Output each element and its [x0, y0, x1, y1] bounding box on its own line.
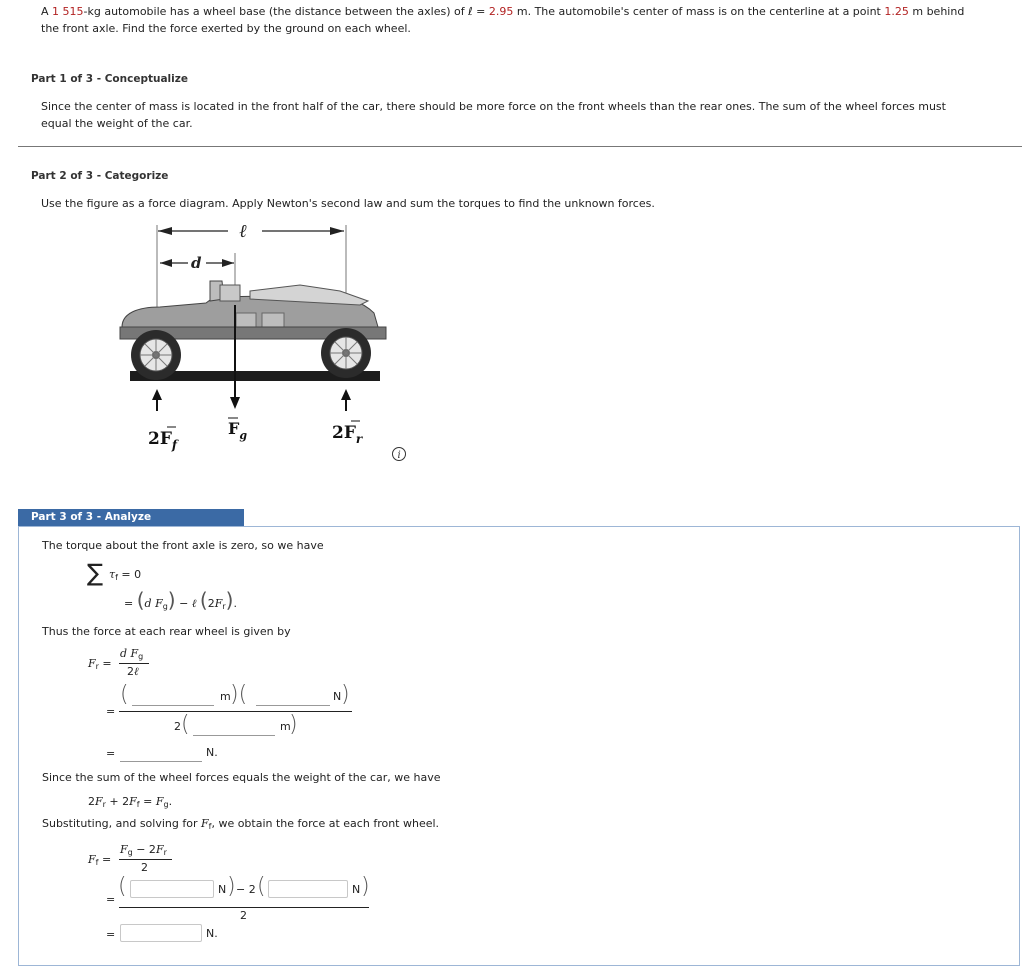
- part2-text: Use the figure as a force diagram. Apply Newton's second law and sum the torques to find the unknown forces.: [41, 197, 655, 210]
- ff-paren-open-2: (: [257, 874, 266, 899]
- front-wheel: [131, 330, 181, 380]
- fr-symbol: $F_r$ =: [88, 657, 112, 671]
- sigma-symbol: ∑: [87, 559, 104, 587]
- ff-numeric-denominator: 2: [240, 909, 247, 922]
- rear-fg-input[interactable]: [256, 688, 330, 706]
- fr-den-paren-open: (: [181, 712, 190, 737]
- torque-line1: $\tau_f = 0$: [109, 568, 142, 582]
- ell-symbol: ℓ: [239, 221, 247, 242]
- front-force-label: $2F_f$: [148, 429, 178, 452]
- part3-label: Part 3 of 3 - Analyze: [31, 511, 152, 523]
- fr-num-paren-close: ): [341, 682, 350, 707]
- svg-text:i: i: [397, 450, 401, 461]
- rear-ell-unit: m: [280, 720, 291, 733]
- ff-symbol: $F_f$ =: [88, 853, 112, 867]
- front-force-arrowhead: [152, 389, 162, 400]
- front-fg-unit: N: [218, 883, 227, 896]
- fr-eq2: =: [106, 705, 116, 718]
- rear-d-unit: m: [220, 690, 231, 703]
- fr-numerator: d $F_g$: [120, 647, 144, 661]
- front-fg-input[interactable]: [130, 880, 214, 898]
- info-icon[interactable]: [393, 448, 406, 462]
- front-fr-unit: N: [352, 883, 361, 896]
- divider: [18, 146, 1022, 147]
- ff-fraction-bar: [119, 859, 172, 860]
- fr-num-paren-mid: )(: [230, 682, 248, 707]
- fr-den-paren-close: ): [289, 712, 298, 737]
- part3-intro: The torque about the front axle is zero, so we have: [42, 539, 324, 552]
- ell-arrow-left: [158, 227, 172, 235]
- front-result-input[interactable]: [120, 924, 202, 942]
- substituting-text: Substituting, and solving for $F_f$, we obtain the force at each front wheel.: [42, 817, 440, 831]
- rear-force-arrowhead: [341, 389, 351, 400]
- d-arrow-right: [222, 259, 234, 267]
- fr-numeric-fraction-bar: [119, 711, 352, 712]
- d-symbol: d: [191, 254, 202, 272]
- rear-force-label: $2F_r$: [332, 423, 363, 446]
- ff-denominator: 2: [141, 861, 148, 874]
- fr-denominator: 2ℓ: [127, 665, 139, 678]
- front-fr-input[interactable]: [268, 880, 348, 898]
- fr-den-two: 2: [174, 720, 181, 733]
- sum-equation: $2F_r + 2F_f = F_g$.: [88, 795, 173, 809]
- part2-label: Part 2 of 3 - Categorize: [31, 170, 169, 182]
- rear-wheel: [321, 328, 371, 378]
- thus-text: Thus the force at each rear wheel is given by: [42, 625, 291, 638]
- front-result-unit: N.: [206, 927, 218, 940]
- fr-eq3: =: [106, 747, 116, 760]
- rear-result-input[interactable]: [120, 744, 202, 762]
- ff-numerator: $F_g - 2F_r$: [120, 843, 167, 857]
- sum-text: Since the sum of the wheel forces equals the weight of the car, we have: [42, 771, 441, 784]
- ff-paren-open-1: (: [118, 874, 127, 899]
- ff-eq3: =: [106, 928, 116, 941]
- wheelbase-value: 2.95: [488, 5, 514, 18]
- rear-fg-unit: N: [333, 690, 342, 703]
- ff-numeric-fraction-bar: [119, 907, 369, 908]
- com-value: 1.25: [884, 5, 909, 18]
- ff-eq2: =: [106, 893, 116, 906]
- gravity-label: $F_g$: [228, 419, 248, 442]
- fr-num-paren-open: (: [120, 682, 129, 707]
- gravity-arrowhead: [230, 397, 240, 409]
- ff-paren-close-2: ): [361, 874, 370, 899]
- fr-fraction-bar: [119, 663, 149, 664]
- mass-value: 1 515: [52, 5, 84, 18]
- problem-statement: A 1 515-kg automobile has a wheel base (the distance between the axles) of ℓ = 2.95 m. The automobile's center of mass is on the centerline at a point 1.25 m behind the front axle. Find the force exerted by the ground on each wheel.: [41, 5, 965, 35]
- part1-text: Since the center of mass is located in the front half of the car, there should be more force on the front wheels than the rear ones. The sum of the wheel forces must equal the weight of the car.: [41, 100, 946, 130]
- car-force-diagram: [110, 215, 420, 465]
- torque-line2: = (d $F_g$) − ℓ $(2F_r)$.: [124, 588, 237, 612]
- part1-label: Part 1 of 3 - Conceptualize: [31, 73, 188, 85]
- ff-paren-close-1: ): [227, 874, 236, 899]
- rear-d-input[interactable]: [132, 688, 214, 706]
- rear-result-unit: N.: [206, 746, 218, 759]
- ell-arrow-right: [330, 227, 344, 235]
- rear-ell-input[interactable]: [193, 718, 275, 736]
- d-arrow-left: [160, 259, 172, 267]
- ff-minus-two: − 2: [236, 883, 256, 896]
